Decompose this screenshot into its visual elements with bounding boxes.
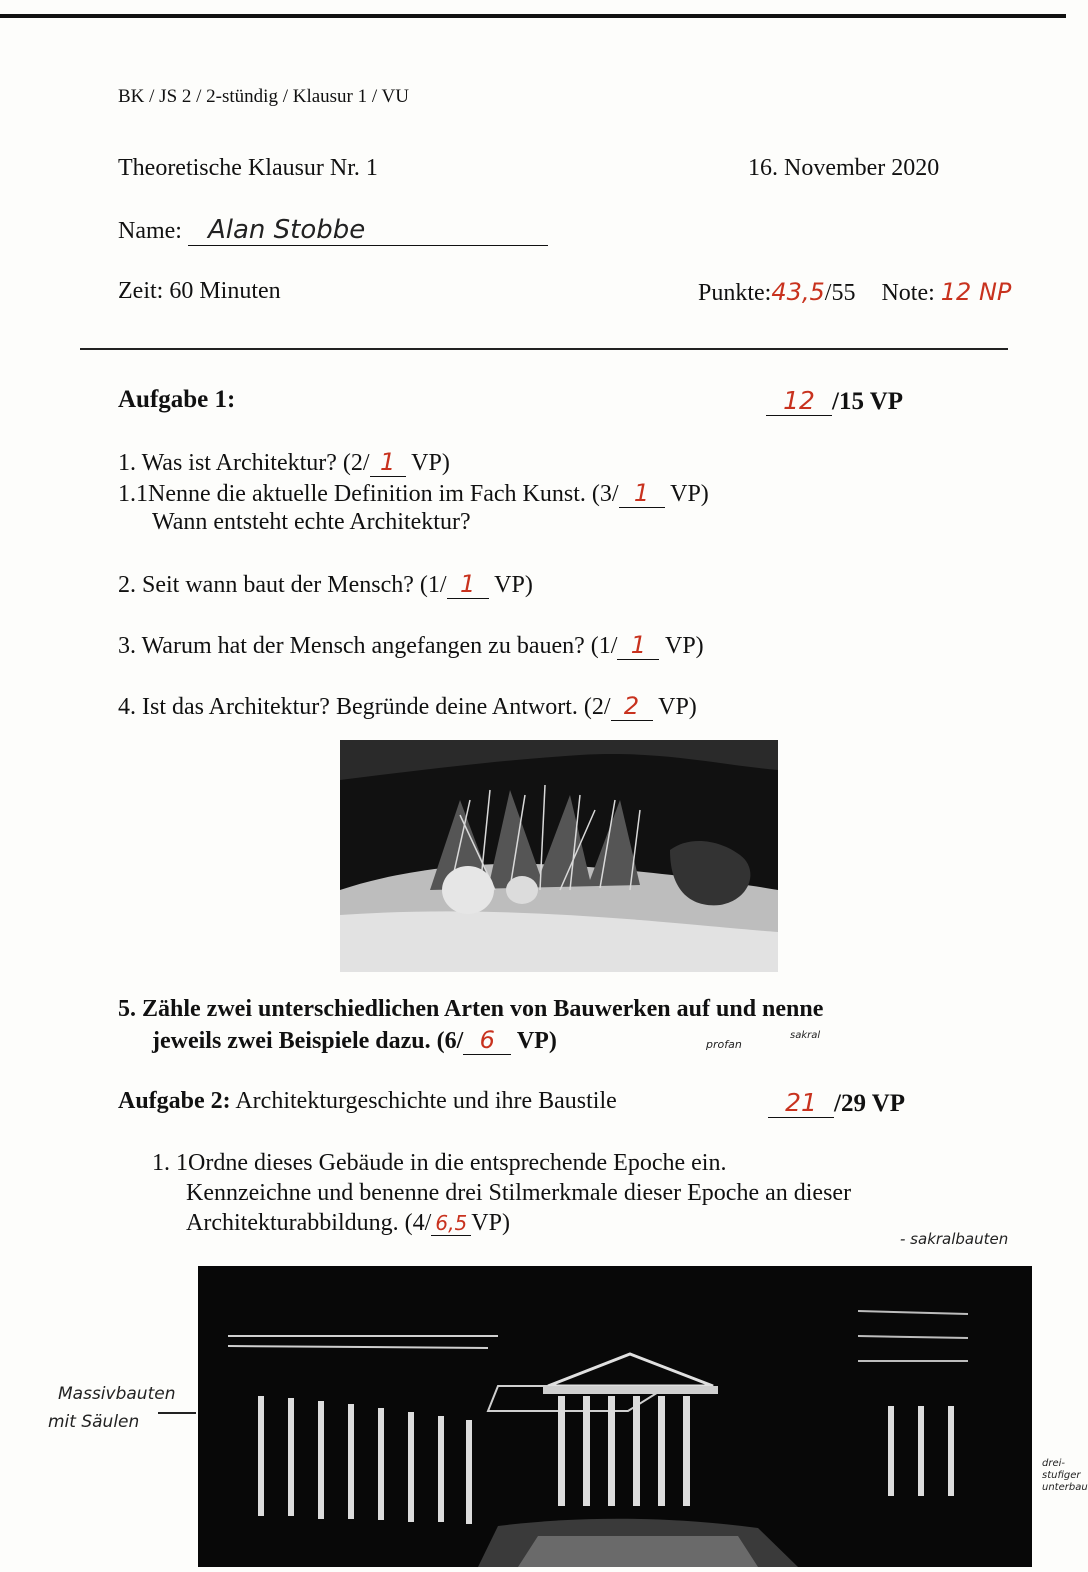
points-max: / [824,280,832,306]
question-5: 5. Zähle zwei unterschiedlichen Arten von Bauwerken auf und nenne [118,996,824,1022]
name-value: Alan Stobbe [188,215,548,246]
task2-score-value: 21 [768,1088,834,1118]
temple-photo [198,1266,1032,1567]
note-massivbauten: Massivbauten mit Säulen [48,1384,176,1432]
question-4: 4. Ist das Architektur? Begründe deine Antwort. (2/ 2 VP) [118,692,697,720]
note-sakralbauten: - sakralbauten [900,1230,1009,1248]
task2-question-1-line2: Kennzeichne und benenne drei Stilmerkmale dieser Epoche an dieser [186,1180,852,1206]
top-rule [0,14,1066,18]
score-summary [698,278,1011,307]
q1-1-points: 1 [619,479,665,508]
question-2: 2. Seit wann baut der Mensch? (1/ 1 VP) [118,570,533,598]
annotation-line [158,1412,196,1414]
temple-photo-illustration [198,1266,1032,1567]
name-row [118,215,548,246]
points-label: Punkte: [698,280,772,306]
question-5-line2: jeweils zwei Beispiele dazu. (6/ 6 VP) [152,1026,557,1054]
points-value: 43,5 [771,278,825,306]
header-divider [80,348,1008,350]
task1-heading: Aufgabe 1: [118,386,236,413]
task1-score-value: 12 [766,386,832,416]
hut-photo-illustration [340,740,778,972]
task1-score-max: /15 VP [832,388,904,415]
points-max-value: 55 [831,280,856,306]
question-1-1: 1.1Nenne die aktuelle Definition im Fach Kunst. (3/ 1 VP) [118,479,709,507]
task2-score-max: /29 VP [834,1090,906,1117]
exam-title: Theoretische Klausur Nr. 1 [118,155,378,181]
task1-score [766,386,903,416]
exam-date: 16. November 2020 [748,155,940,181]
q3-points: 1 [617,631,659,660]
grade-value: 12 NP [940,278,1012,306]
question-3: 3. Warum hat der Mensch angefangen zu bauen? (1/ 1 VP) [118,631,704,659]
question-1-1-sub: Wann entsteht echte Architektur? [152,509,471,535]
note-side-margin: drei-stufiger unterbau [1042,1458,1088,1493]
course-line: BK / JS 2 / 2-stündig / Klausur 1 / VU [118,86,410,107]
task2-q1-points: 6,5 [431,1211,471,1236]
task2-score [768,1088,905,1118]
q1-points: 1 [370,448,406,477]
time-limit: Zeit: 60 Minuten [118,278,281,304]
q5-points: 6 [463,1026,511,1055]
note-profan: profan [706,1038,742,1051]
name-label: Name: [118,218,182,244]
grade-label: Note: [881,280,935,306]
task2-question-1-line3: Architekturabbildung. (4/ 6,5 VP) [186,1210,510,1236]
q4-points: 2 [611,692,653,721]
task2-question-1: 1. 1Ordne dieses Gebäude in die entsprechende Epoche ein. [152,1150,727,1176]
task2-heading: Aufgabe 2: Architekturgeschichte und ihre Baustile [118,1088,617,1114]
note-sakral: sakral [790,1030,821,1041]
hut-photo [340,740,778,972]
question-1: 1. Was ist Architektur? (2/ 1 VP) [118,448,450,476]
q2-points: 1 [447,570,489,599]
